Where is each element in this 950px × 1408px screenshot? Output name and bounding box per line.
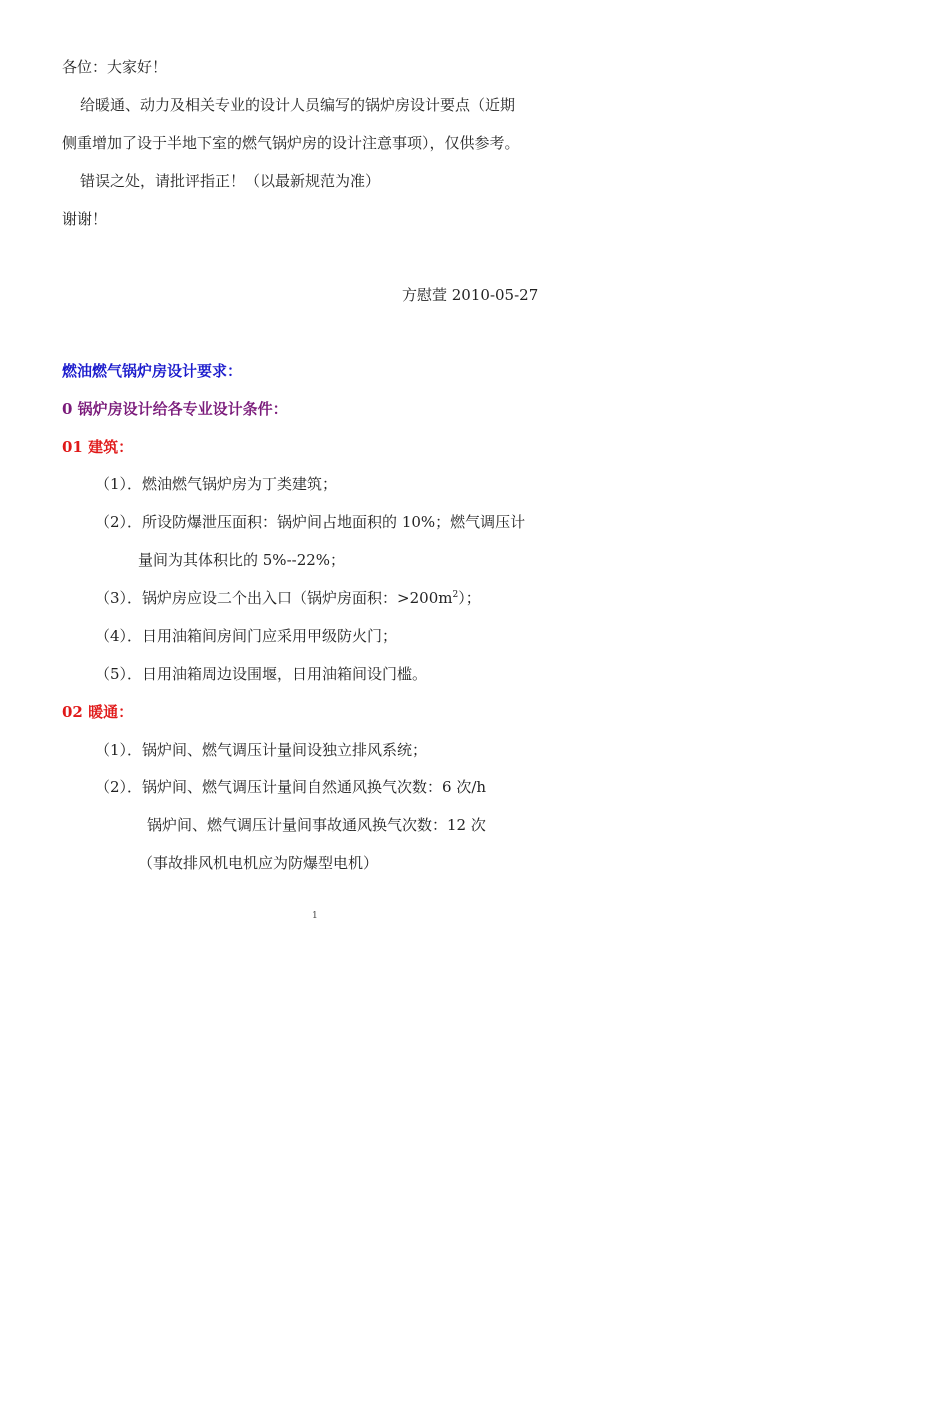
section-01-item-3-text: （3）．锅炉房应设二个出入口（锅炉房面积：>200m	[95, 589, 453, 607]
intro-paragraph-line-2: 侧重增加了设于半地下室的燃气锅炉房的设计注意事项），仅供参考。	[62, 134, 520, 152]
page-number: 1	[312, 911, 318, 921]
section-01-item-4: （4）．日用油箱间房间门应采用甲级防火门；	[95, 627, 398, 645]
signature-date: 方慰萱 2010-05-27	[402, 286, 539, 304]
section-01-heading: 01 建筑：	[62, 438, 134, 456]
section-02-note: （事故排风机电机应为防爆型电机）	[138, 854, 379, 872]
section-0-heading: 0 锅炉房设计给各专业设计条件：	[62, 400, 288, 418]
section-02-item-2-continued: 锅炉间、燃气调压计量间事故通风换气次数：12 次	[147, 816, 486, 834]
section-01-item-1: （1）．燃油燃气锅炉房为丁类建筑；	[95, 475, 338, 493]
section-02-item-1: （1）．锅炉间、燃气调压计量间设独立排风系统；	[95, 741, 428, 759]
section-01-item-5: （5）．日用油箱周边设围堰，日用油箱间设门槛。	[95, 665, 428, 683]
section-01-item-3	[95, 588, 481, 608]
document-title: 燃油燃气锅炉房设计要求：	[62, 362, 243, 380]
intro-paragraph-2: 错误之处，请批评指正！（以最新规范为准）	[80, 172, 381, 190]
section-01-item-2-continued: 量间为其体积比的 5%--22%；	[138, 551, 346, 569]
section-02-item-2: （2）．锅炉间、燃气调压计量间自然通风换气次数：6 次/h	[95, 778, 487, 796]
superscript-2: 2	[452, 590, 459, 600]
thanks-line: 谢谢！	[62, 210, 108, 228]
section-01-item-3-tail: ）；	[458, 589, 481, 607]
greeting: 各位：大家好！	[62, 58, 168, 76]
section-02-heading: 02 暖通：	[62, 703, 134, 721]
intro-paragraph-line-1: 给暖通、动力及相关专业的设计人员编写的锅炉房设计要点（近期	[80, 96, 516, 114]
section-01-item-2: （2）．所设防爆泄压面积：锅炉间占地面积的 10%；燃气调压计	[95, 513, 526, 531]
